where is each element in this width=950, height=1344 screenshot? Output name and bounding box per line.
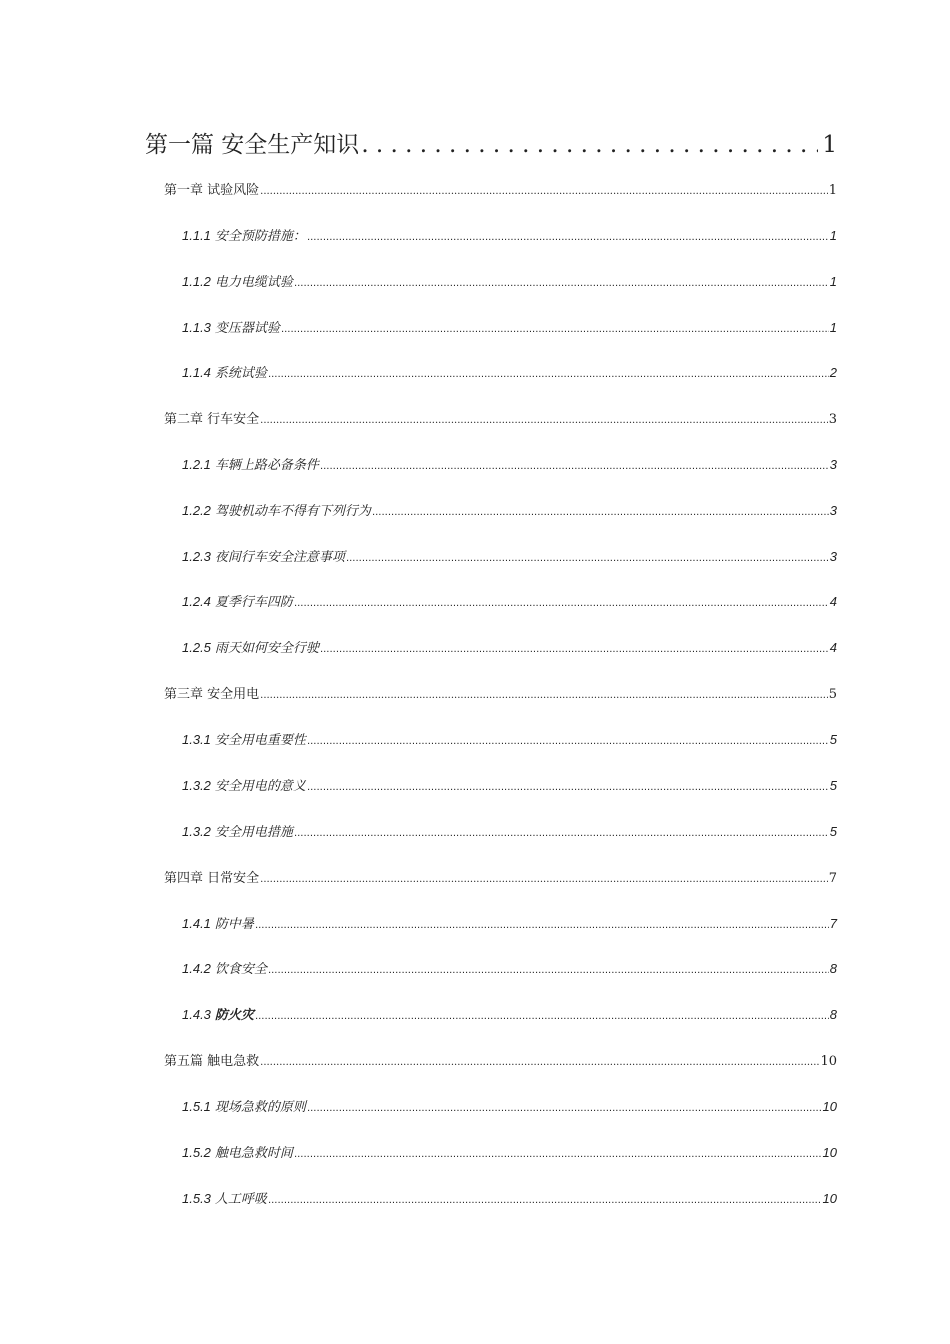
toc-dot-leader <box>268 962 829 977</box>
toc-section-label: 触电急救时间 <box>214 1146 293 1161</box>
toc-section-label: 车辆上路必备条件 <box>214 458 319 473</box>
toc-chapter-label: 第三章 安全用电 <box>164 687 260 702</box>
toc-dot-leader <box>372 504 829 519</box>
toc-section-label: 防火灾 <box>214 1008 254 1023</box>
toc-page-number: 1 <box>829 320 837 335</box>
toc-section-label: 驾驶机动车不得有下列行为 <box>214 504 371 519</box>
toc-page-number: 3 <box>829 503 837 518</box>
toc-section-entry[interactable] <box>182 454 837 473</box>
toc-section-entry[interactable] <box>182 729 837 748</box>
toc-section-number: 1.1.4 <box>182 365 211 380</box>
toc-dot-leader <box>260 871 828 886</box>
toc-page-number: 10 <box>820 1054 837 1069</box>
toc-section-entry[interactable] <box>182 317 837 336</box>
toc-page-number: 5 <box>829 778 837 793</box>
toc-section-label: 安全用电的意义 <box>214 779 306 794</box>
toc-page-number: 5 <box>829 732 837 747</box>
toc-section-entry[interactable] <box>182 271 837 290</box>
toc-page-number: 3 <box>828 412 837 427</box>
toc-chapter-entry[interactable] <box>164 1050 837 1069</box>
toc-section-entry[interactable] <box>182 1004 837 1023</box>
toc-section-label: 人工呼吸 <box>214 1192 267 1207</box>
toc-chapter-label: 第四章 日常安全 <box>164 871 260 886</box>
toc-section-number: 1.3.2 <box>182 778 211 793</box>
toc-section-entry[interactable] <box>182 591 837 610</box>
toc-page-number: 10 <box>822 1145 837 1160</box>
toc-section-entry[interactable] <box>182 1188 837 1207</box>
toc-dot-leader <box>268 1192 822 1207</box>
toc-section-number: 1.2.4 <box>182 594 211 609</box>
toc-dot-leader <box>268 366 829 381</box>
toc-dot-leader <box>361 132 818 158</box>
toc-part-entry[interactable] <box>145 126 837 159</box>
toc-section-number: 1.5.2 <box>182 1145 211 1160</box>
toc-section-label: 夏季行车四防 <box>214 595 293 610</box>
toc-section-number: 1.4.3 <box>182 1007 211 1022</box>
toc-page-number: 3 <box>829 549 837 564</box>
toc-section-number: 1.1.2 <box>182 274 211 289</box>
toc-dot-leader <box>294 595 829 610</box>
toc-section-entry[interactable] <box>182 546 837 565</box>
toc-section-entry[interactable] <box>182 821 837 840</box>
toc-page-number: 1 <box>829 228 837 243</box>
toc-section-label: 饮食安全 <box>214 962 267 977</box>
toc-section-label: 系统试验 <box>214 366 267 381</box>
toc-dot-leader <box>255 917 829 932</box>
toc-section-label: 现场急救的原则 <box>214 1100 306 1115</box>
toc-section-number: 1.3.1 <box>182 732 211 747</box>
toc-dot-leader <box>260 1054 819 1069</box>
toc-section-label: 电力电缆试验 <box>214 275 293 290</box>
toc-dot-leader <box>294 1146 822 1161</box>
toc-section-number: 1.4.1 <box>182 916 211 931</box>
toc-section-number: 1.2.5 <box>182 640 211 655</box>
toc-chapter-entry[interactable] <box>164 867 837 886</box>
toc-dot-leader <box>281 321 829 336</box>
toc-section-entry[interactable] <box>182 500 837 519</box>
toc-section-label: 变压器试验 <box>214 321 280 336</box>
toc-page-number: 1 <box>828 183 837 198</box>
toc-section-number: 1.2.2 <box>182 503 211 518</box>
toc-dot-leader <box>294 275 829 290</box>
toc-section-entry[interactable] <box>182 958 837 977</box>
toc-section-entry[interactable] <box>182 1096 837 1115</box>
toc-page-number: 7 <box>828 871 837 886</box>
toc-dot-leader <box>320 641 829 656</box>
toc-page-number: 1 <box>822 132 837 158</box>
toc-section-entry[interactable] <box>182 775 837 794</box>
toc-page-number: 8 <box>829 961 837 976</box>
toc-page-number: 10 <box>822 1099 837 1114</box>
toc-section-number: 1.2.1 <box>182 457 211 472</box>
toc-dot-leader <box>260 412 828 427</box>
toc-section-label: 防中暑 <box>214 917 254 932</box>
toc-section-number: 1.1.3 <box>182 320 211 335</box>
toc-chapter-label: 第一章 试验风险 <box>164 183 260 198</box>
toc-section-entry[interactable] <box>182 637 837 656</box>
toc-section-number: 1.4.2 <box>182 961 211 976</box>
toc-dot-leader <box>346 550 829 565</box>
toc-section-entry[interactable] <box>182 362 837 381</box>
toc-dot-leader <box>307 779 829 794</box>
toc-section-label: 安全用电措施 <box>214 825 293 840</box>
toc-page-number: 4 <box>829 594 837 609</box>
toc-section-number: 1.5.1 <box>182 1099 211 1114</box>
toc-section-entry[interactable] <box>182 913 837 932</box>
toc-section-label: 安全预防措施： <box>214 229 306 244</box>
toc-dot-leader <box>320 458 829 473</box>
toc-section-number: 1.2.3 <box>182 549 211 564</box>
toc-section-label: 安全用电重要性 <box>214 733 306 748</box>
toc-chapter-label: 第二章 行车安全 <box>164 412 260 427</box>
toc-page-number: 8 <box>829 1007 837 1022</box>
toc-dot-leader <box>307 1100 822 1115</box>
toc-page-number: 7 <box>829 916 837 931</box>
toc-section-entry[interactable] <box>182 1142 837 1161</box>
toc-chapter-label: 第五篇 触电急救 <box>164 1054 260 1069</box>
toc-page-number: 2 <box>829 365 837 380</box>
toc-dot-leader <box>307 229 829 244</box>
toc-dot-leader <box>260 183 828 198</box>
toc-page-number: 5 <box>829 824 837 839</box>
toc-section-number: 1.3.2 <box>182 824 211 839</box>
toc-chapter-entry[interactable] <box>164 683 837 702</box>
toc-page-number: 5 <box>828 687 837 702</box>
toc-dot-leader <box>294 825 829 840</box>
toc-page-number: 1 <box>829 274 837 289</box>
toc-dot-leader <box>260 687 828 702</box>
toc-chapter-entry[interactable] <box>164 408 837 427</box>
toc-section-entry[interactable] <box>182 225 837 244</box>
toc-section-label: 夜间行车安全注意事项 <box>214 550 345 565</box>
toc-section-number: 1.5.3 <box>182 1191 211 1206</box>
toc-page-number: 10 <box>822 1191 837 1206</box>
toc-dot-leader <box>255 1008 829 1023</box>
toc-dot-leader <box>307 733 829 748</box>
toc-page-number: 4 <box>829 640 837 655</box>
toc-part-label: 第一篇 安全生产知识 <box>145 132 360 158</box>
toc-section-number: 1.1.1 <box>182 228 211 243</box>
toc-page-number: 3 <box>829 457 837 472</box>
toc-chapter-entry[interactable] <box>164 179 837 198</box>
toc-section-label: 雨天如何安全行驶 <box>214 641 319 656</box>
